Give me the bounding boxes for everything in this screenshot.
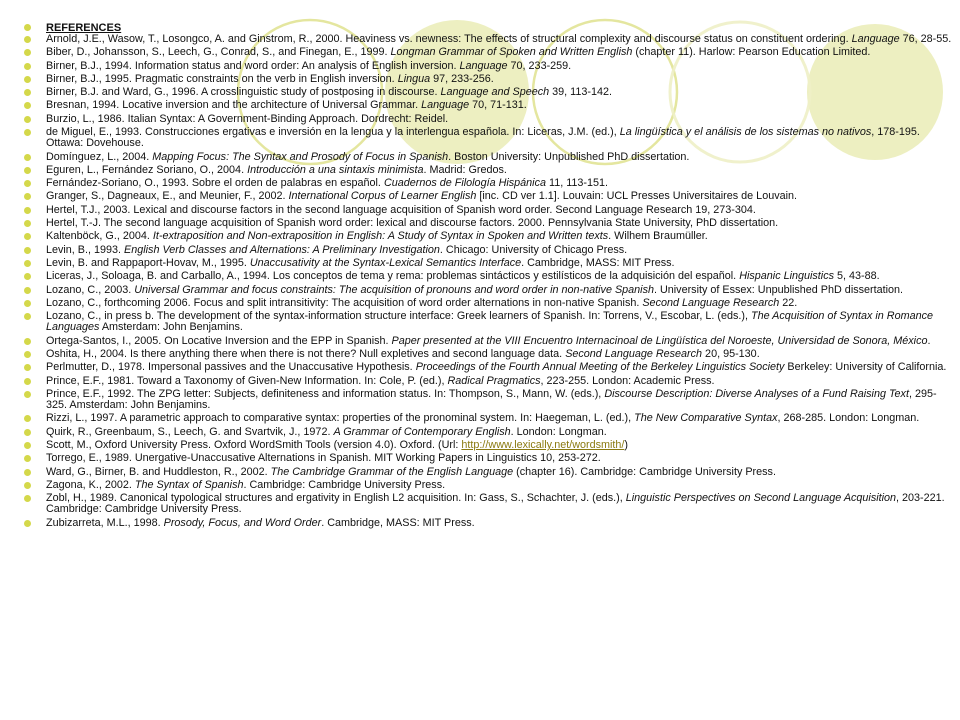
reference-text-segment: Fernández-Soriano, O., 1993. Sobre el orden de palabras en español. <box>46 177 384 190</box>
reference-text-segment: . Cambridge, MASS: MIT Press. <box>521 256 675 269</box>
bullet-icon <box>24 116 31 123</box>
bullet-icon <box>24 364 31 371</box>
reference-title-italic: The Cambridge Grammar of the English Language <box>270 465 514 478</box>
reference-text-segment: Berkeley: University of California. <box>784 361 947 374</box>
bullet-icon <box>24 247 31 254</box>
reference-text <box>46 152 954 163</box>
reference-text <box>46 453 954 464</box>
reference-text-segment: . Wilhem Braumüller. <box>608 230 708 243</box>
reference-text-segment: Rizzi, L., 1997. A parametric approach to comparative syntax: properties of the pronominal system. In: Haegeman, L. (ed.), <box>46 412 635 425</box>
reference-text <box>46 34 954 45</box>
reference-item <box>24 413 954 424</box>
reference-text <box>46 127 954 149</box>
bullet-icon <box>24 391 31 398</box>
bullet-icon <box>24 89 31 96</box>
bullet-icon <box>24 36 31 43</box>
reference-text-segment: Prince, E.F., 1981. Toward a Taxonomy of Given-New Information. In: Cole, P. (ed.), <box>46 374 448 387</box>
bullet-icon <box>24 482 31 489</box>
reference-text-segment: . <box>927 334 931 347</box>
reference-title-italic: Mapping Focus: The Syntax and Prosody of Focus in Spanish <box>152 150 449 163</box>
bullet-icon <box>24 287 31 294</box>
reference-item <box>24 87 954 98</box>
references-slide <box>24 22 954 531</box>
reference-text-segment: . University of Essex: Unpublished PhD dissertation. <box>653 283 904 296</box>
reference-text-segment: Amsterdam: John Benjamins. <box>99 321 243 334</box>
bullet-icon <box>24 520 31 527</box>
reference-title-italic: Hispanic Linguistics <box>739 270 835 283</box>
bullet-icon <box>24 49 31 56</box>
bullet-icon <box>24 442 31 449</box>
reference-item <box>24 376 954 387</box>
bullet-icon <box>24 338 31 345</box>
reference-title-italic: Prosody, Focus, and Word Order <box>163 516 322 529</box>
reference-text <box>46 427 954 438</box>
reference-text <box>46 493 954 515</box>
reference-item <box>24 298 954 309</box>
reference-text-segment: Biber, D., Johansson, S., Leech, G., Conrad, S., and Finegan, E., 1999. <box>46 46 391 59</box>
reference-text <box>46 205 954 216</box>
reference-text <box>46 413 954 424</box>
reference-title-italic: It-extraposition and Non-extraposition in English: A Study of Syntax in Spoken and Written texts <box>152 230 609 243</box>
reference-text-segment: 70, 233-259. <box>507 59 572 72</box>
reference-text-segment: Ortega-Santos, I., 2005. On Locative Inversion and the EPP in Spanish. <box>46 334 392 347</box>
reference-text-segment: Hertel, T.-J. The second language acquisition of Spanish word order: lexical and discourse factors. 2000. Pennsylvania State University, PhD dissertation. <box>46 217 779 230</box>
reference-text-segment: Levin, B. and Rappaport-Hovav, M., 1995. <box>46 256 250 269</box>
reference-text-segment: de Miguel, E., 1993. Construcciones ergativas e inversión en la lengua y la interlengua española. In: Liceras, J.M. (ed.), <box>46 126 620 139</box>
reference-text-segment: Zubizarreta, M.L., 1998. <box>46 516 164 529</box>
reference-item <box>24 74 954 85</box>
reference-item <box>24 336 954 347</box>
bullet-icon <box>24 193 31 200</box>
reference-item <box>24 271 954 282</box>
reference-title-italic: A Grammar of Contemporary English <box>333 425 511 438</box>
references-heading: REFERENCES <box>46 22 122 34</box>
reference-text-segment: . London: Longman. <box>510 425 607 438</box>
reference-text <box>46 389 954 411</box>
reference-text <box>46 311 954 333</box>
reference-title-italic: Unaccusativity at the Syntax-Lexical Semantics Interface <box>249 256 522 269</box>
reference-text-segment: Lozano, C., 2003. <box>46 283 135 296</box>
reference-text <box>46 480 954 491</box>
reference-text <box>46 218 954 229</box>
wordsmith-url-link[interactable]: http://www.lexically.net/wordsmith/ <box>461 438 625 451</box>
reference-text-segment: Quirk, R., Greenbaum, S., Leech, G. and Svartvik, J., 1972. <box>46 425 334 438</box>
bullet-icon <box>24 415 31 422</box>
reference-text <box>46 47 954 58</box>
reference-title-italic: Discourse Description: Diverse Analyses of a Fund Raising Text <box>604 387 909 400</box>
reference-text-segment: ) <box>624 438 629 451</box>
reference-item <box>24 231 954 242</box>
reference-text-segment: Scott, M., Oxford University Press. Oxford WordSmith Tools (version 4.0). Oxford. (Url: <box>46 438 462 451</box>
reference-text-segment: Hertel, T.J., 2003. Lexical and discourse factors in the second language acquisition of Spanish word order. Second Language Research 19, 273-304. <box>46 203 756 216</box>
reference-text-segment: . Cambridge, MASS: MIT Press. <box>321 516 475 529</box>
reference-text <box>46 61 954 72</box>
reference-item <box>24 165 954 176</box>
reference-title-italic: Introducción a una sintaxis minimista <box>247 163 424 176</box>
reference-title-italic: Lingua <box>397 72 431 85</box>
reference-list <box>24 34 954 529</box>
reference-title-italic: Language <box>459 59 508 72</box>
reference-text-segment: Zobl, H., 1989. Canonical typological structures and ergativity in English L2 acquisition. In: Gass, S., Schachter, J. (eds.), <box>46 492 626 505</box>
bullet-icon <box>24 180 31 187</box>
reference-title-italic: Second Language Research <box>565 347 703 360</box>
bullet-icon <box>24 378 31 385</box>
reference-title-italic: Language <box>851 33 900 45</box>
reference-title-italic: Language <box>421 99 470 112</box>
reference-text-segment: Burzio, L., 1986. Italian Syntax: A Government-Binding Approach. Dordrecht: Reidel. <box>46 112 449 125</box>
bullet-icon <box>24 351 31 358</box>
reference-item <box>24 427 954 438</box>
reference-text <box>46 231 954 242</box>
bullet-icon <box>24 455 31 462</box>
reference-text <box>46 258 954 269</box>
bullet-icon <box>24 233 31 240</box>
bullet-icon <box>24 76 31 83</box>
reference-text-segment: (chapter 16). Cambridge: Cambridge University Press. <box>513 465 776 478</box>
reference-text-segment: [inc. CD ver 1.1]. Louvain: UCL Presses Universitaires de Louvain. <box>476 190 798 203</box>
reference-text-segment: Oshita, H., 2004. Is there anything there when there is not there? Null expletives and second language data. <box>46 347 566 360</box>
reference-text-segment: Lozano, C., in press b. The development of the syntax-information structure interface: Greek learners of Spanish. In: Torrens, V., Escobar, L. (eds.), <box>46 310 751 323</box>
reference-text <box>46 191 954 202</box>
reference-title-italic: The Syntax of Spanish <box>134 478 244 491</box>
reference-text-segment: 70, 71-131. <box>469 99 527 112</box>
bullet-icon <box>24 495 31 502</box>
reference-title-italic: Radical Pragmatics <box>447 374 541 387</box>
bullet-icon <box>24 129 31 136</box>
reference-item <box>24 178 954 189</box>
reference-text-segment: (chapter 11). Harlow: Pearson Education Limited. <box>632 46 871 59</box>
reference-text <box>46 349 954 360</box>
reference-title-italic: Language and Speech <box>440 86 550 99</box>
reference-text-segment: 20, 95-130. <box>702 347 760 360</box>
reference-title-italic: La lingüística y el análisis de los sistemas no nativos <box>619 126 872 139</box>
reference-text <box>46 440 954 451</box>
reference-title-italic: English Verb Classes and Alternations: A Preliminary Investigation <box>124 243 440 256</box>
reference-item <box>24 285 954 296</box>
bullet-icon <box>24 154 31 161</box>
reference-text-segment: , 178-195. Ottawa: Dovehouse. <box>46 126 920 150</box>
reference-item <box>24 152 954 163</box>
reference-text <box>46 271 954 282</box>
bullet-icon <box>24 102 31 109</box>
reference-text <box>46 74 954 85</box>
reference-text-segment: , 268-285. London: Longman. <box>777 412 920 425</box>
reference-text <box>46 298 954 309</box>
reference-title-italic: The New Comparative Syntax <box>634 412 778 425</box>
reference-text-segment: Lozano, C., forthcoming 2006. Focus and split intransitivity: The acquisition of word order alternations in non-native Spanish. <box>46 296 643 309</box>
reference-text-segment: Birner, B.J. and Ward, G., 1996. A crosslinguistic study of postposing in discourse. <box>46 86 441 99</box>
reference-item <box>24 114 954 125</box>
reference-text-segment: Liceras, J., Soloaga, B. and Carballo, A., 1994. Los conceptos de tema y rema: problemas sintácticos y estilísticos de la adquisición del español. <box>46 270 740 283</box>
reference-title-italic: Linguistic Perspectives on Second Language Acquisition <box>625 492 897 505</box>
reference-item <box>24 518 954 529</box>
reference-text-segment: Birner, B.J., 1994. Information status and word order: An analysis of English inversion. <box>46 59 460 72</box>
reference-item <box>24 218 954 229</box>
reference-text <box>46 362 954 373</box>
reference-text-segment: . Chicago: University of Chicago Press. <box>439 243 628 256</box>
reference-item <box>24 453 954 464</box>
reference-title-italic: International Corpus of Learner English <box>288 190 477 203</box>
reference-title-italic: Universal Grammar and focus constraints: The acquisition of pronouns and word order in non-native Spanish <box>134 283 654 296</box>
reference-text-segment: Perlmutter, D., 1978. Impersonal passives and the Unaccusative Hypothesis. <box>46 361 416 374</box>
reference-text <box>46 467 954 478</box>
reference-text <box>46 165 954 176</box>
reference-title-italic: Longman Grammar of Spoken and Written English <box>390 46 633 59</box>
reference-text-segment: 22. <box>779 296 798 309</box>
bullet-icon <box>24 313 31 320</box>
reference-text <box>46 87 954 98</box>
reference-text-segment: 97, 233-256. <box>430 72 494 85</box>
reference-title-italic: Second Language Research <box>642 296 780 309</box>
reference-item <box>24 100 954 111</box>
reference-text-segment: Birner, B.J., 1995. Pragmatic constraints on the verb in English inversion. <box>46 72 398 85</box>
reference-item <box>24 34 954 45</box>
reference-item <box>24 127 954 149</box>
reference-text <box>46 114 954 125</box>
reference-text-segment: Granger, S., Dagneaux, E., and Meunier, F., 2002. <box>46 190 289 203</box>
reference-text <box>46 245 954 256</box>
reference-item <box>24 349 954 360</box>
reference-text-segment: 5, 43-88. <box>834 270 880 283</box>
reference-text-segment: Levin, B., 1993. <box>46 243 125 256</box>
reference-text-segment: 39, 113-142. <box>549 86 612 99</box>
bullet-icon <box>24 63 31 70</box>
reference-item <box>24 389 954 411</box>
bullet-icon <box>24 429 31 436</box>
bullet-icon <box>24 300 31 307</box>
reference-item <box>24 480 954 491</box>
reference-text-segment: Bresnan, 1994. Locative inversion and the architecture of Universal Grammar. <box>46 99 422 112</box>
reference-item <box>24 258 954 269</box>
reference-item <box>24 467 954 478</box>
bullet-icon <box>24 207 31 214</box>
reference-item <box>24 47 954 58</box>
reference-text-segment: Prince, E.F., 1992. The ZPG letter: Subjects, definiteness and information status. In: Thompson, S., Mann, W. (eds.), <box>46 387 605 400</box>
reference-text-segment: . Cambridge: Cambridge University Press. <box>243 478 446 491</box>
reference-text <box>46 285 954 296</box>
reference-item <box>24 311 954 333</box>
reference-item <box>24 245 954 256</box>
reference-item <box>24 191 954 202</box>
reference-text-segment: 11, 113-151. <box>546 177 609 190</box>
reference-text-segment: Torrego, E., 1989. Unergative-Unaccusative Alternations in Spanish. MIT Working Papers in Linguistics 10, 253-272. <box>46 452 601 465</box>
reference-item <box>24 493 954 515</box>
reference-title-italic: Cuadernos de Filología Hispánica <box>383 177 546 190</box>
reference-item <box>24 205 954 216</box>
reference-text <box>46 376 954 387</box>
reference-text <box>46 518 954 529</box>
bullet-icon <box>24 469 31 476</box>
reference-text <box>46 100 954 111</box>
reference-title-italic: The Acquisition of Syntax in Romance Languages <box>46 310 934 334</box>
reference-text-segment: Kaltenböck, G., 2004. <box>46 230 153 243</box>
reference-text-segment: Domínguez, L., 2004. <box>46 150 153 163</box>
bullet-icon <box>24 24 31 31</box>
reference-text-segment: 76, 28-55. <box>899 33 952 45</box>
bullet-icon <box>24 260 31 267</box>
reference-text-segment: . Boston University: Unpublished PhD dissertation. <box>448 150 690 163</box>
bullet-icon <box>24 167 31 174</box>
reference-item <box>24 440 954 451</box>
reference-text <box>46 336 954 347</box>
reference-text-segment: Zagona, K., 2002. <box>46 478 135 491</box>
reference-text-segment: Arnold, J.E., Wasow, T., Losongco, A. and Ginstrom, R., 2000. Heaviness vs. newness: The effects of structural complexity and discourse status on constituent ordering. <box>46 33 852 45</box>
reference-text-segment: , 223-255. London: Academic Press. <box>540 374 715 387</box>
reference-text-segment: Eguren, L., Fernández Soriano, O., 2004. <box>46 163 248 176</box>
reference-text-segment: , 203-221. Cambridge: Cambridge University Press. <box>46 492 945 516</box>
bullet-icon <box>24 220 31 227</box>
reference-title-italic: Proceedings of the Fourth Annual Meeting of the Berkeley Linguistics Society <box>415 361 785 374</box>
reference-text <box>46 178 954 189</box>
reference-item <box>24 362 954 373</box>
reference-item <box>24 61 954 72</box>
reference-text-segment: Ward, G., Birner, B. and Huddleston, R., 2002. <box>46 465 271 478</box>
reference-text-segment: , 295-325. Amsterdam: John Benjamins. <box>46 387 937 412</box>
reference-text-segment: . Madrid: Gredos. <box>423 163 507 176</box>
bullet-icon <box>24 273 31 280</box>
reference-title-italic: Paper presented at the VIII Encuentro Internacinoal de Lingüística del Noroeste, Universidad de Sonora, México <box>391 334 928 347</box>
